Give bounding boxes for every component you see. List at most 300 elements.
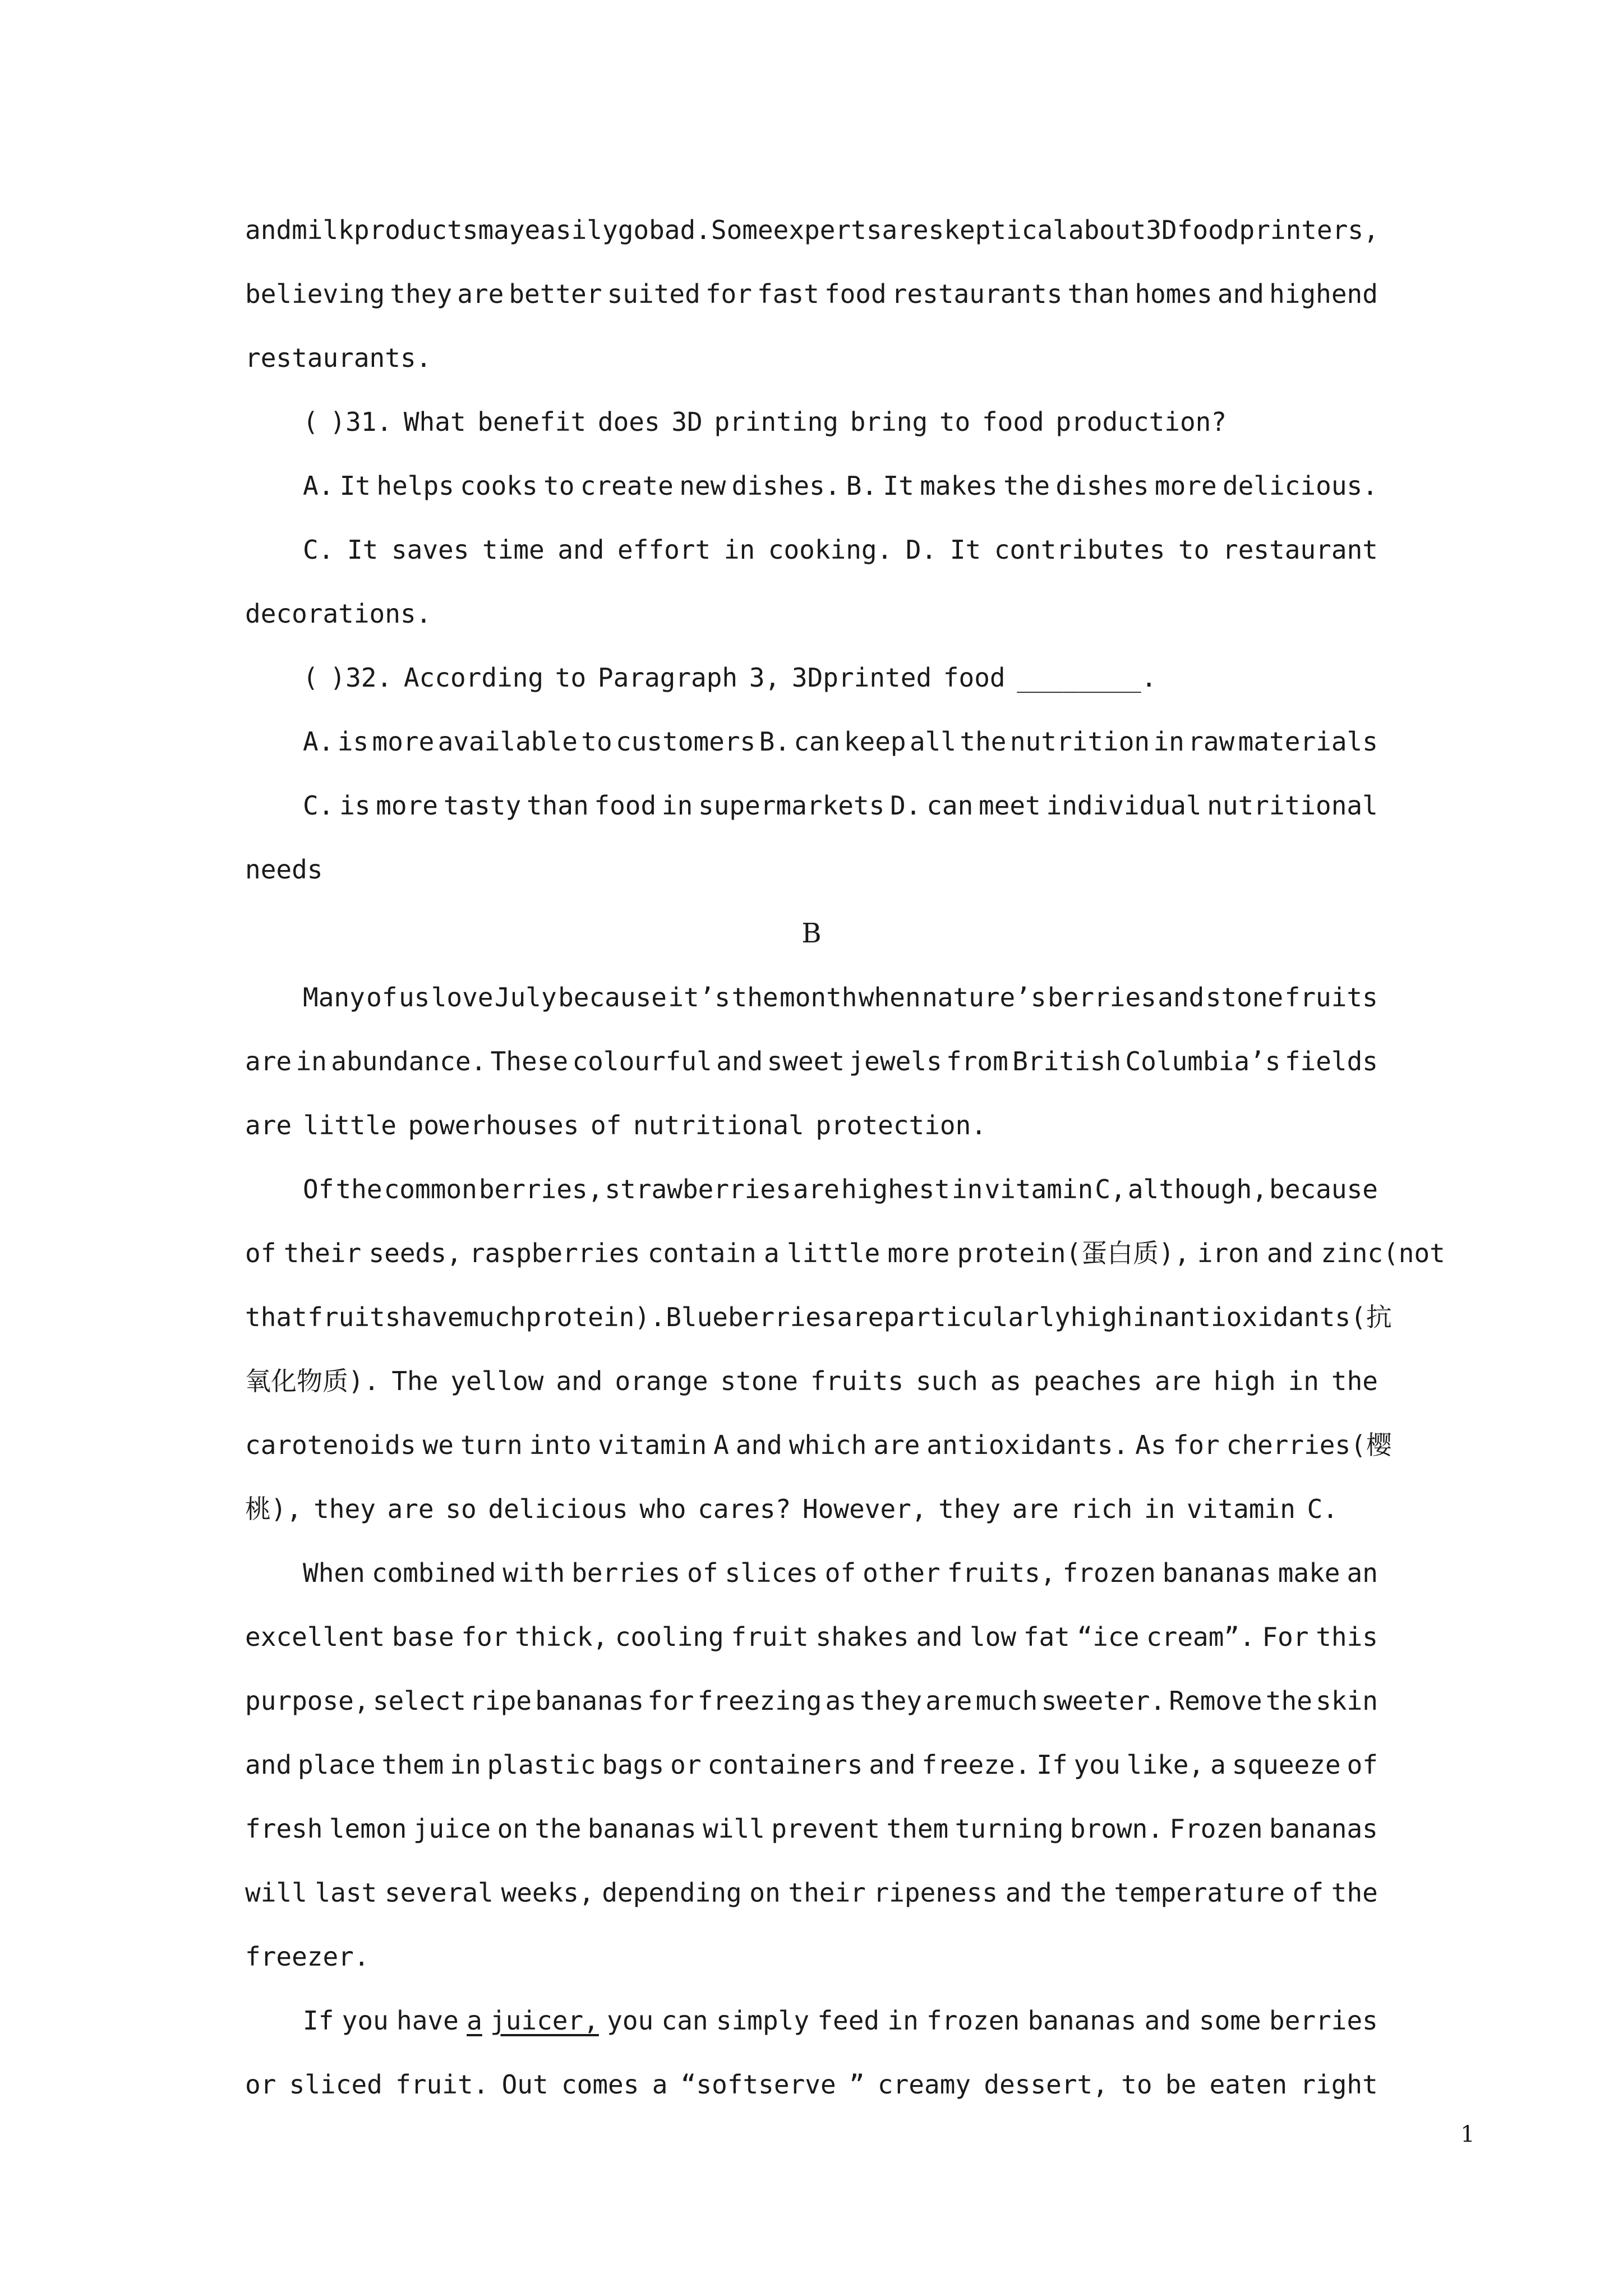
word: If: [1036, 1750, 1068, 1780]
word: seeds,: [368, 1238, 462, 1268]
word: to: [1121, 2069, 1152, 2100]
question-32: [303, 661, 1378, 694]
word: a: [764, 1238, 780, 1268]
word: several: [384, 1878, 494, 1908]
word: vitamin: [598, 1430, 707, 1460]
word: when: [858, 982, 921, 1013]
word: than: [1067, 279, 1130, 309]
word: about: [1068, 215, 1146, 245]
word: the: [731, 982, 778, 1013]
word: new: [679, 471, 726, 501]
word: peaches: [1034, 1366, 1142, 1396]
word: or: [245, 2069, 276, 2100]
word: supermarkets: [698, 790, 885, 821]
word: is: [337, 726, 369, 757]
word: easily: [524, 215, 618, 245]
word: and: [245, 215, 292, 245]
word: Frozen: [1169, 1814, 1263, 1844]
text-line: [245, 1748, 1378, 1782]
word: time: [482, 535, 545, 565]
word: like,: [1126, 1750, 1205, 1780]
word: cooling: [615, 1622, 724, 1652]
word: and: [916, 1622, 963, 1652]
word: protein).: [525, 1302, 666, 1332]
word: in: [296, 1046, 327, 1076]
word: can: [794, 726, 841, 757]
word: in: [887, 2005, 919, 2036]
word: berries,: [478, 1174, 603, 1204]
word: all: [909, 726, 957, 757]
word: needs: [245, 854, 323, 885]
word: in: [951, 1174, 983, 1204]
word: sweeter.: [1041, 1686, 1166, 1716]
word: little: [787, 1238, 880, 1268]
word: If: [303, 2005, 334, 2036]
word: in: [723, 535, 755, 565]
word: common: [384, 1174, 477, 1204]
text-line: [245, 1876, 1378, 1910]
word: food: [824, 279, 887, 309]
word: yellow: [450, 1366, 544, 1396]
word: have: [396, 2005, 459, 2036]
word: Remove: [1169, 1686, 1262, 1716]
word: so: [445, 1494, 477, 1524]
word: It: [347, 535, 379, 565]
word: are: [882, 215, 929, 245]
word: dishes.: [731, 471, 841, 501]
word: products: [353, 215, 478, 245]
word: comes: [561, 2069, 639, 2100]
word: will: [703, 1814, 765, 1844]
word: on: [749, 1878, 781, 1908]
text-line: [245, 1300, 1392, 1334]
word: cares?: [698, 1494, 791, 1524]
word: (: [303, 662, 319, 693]
word: vitamin: [984, 1174, 1094, 1204]
word: to: [555, 662, 587, 693]
word: A.: [303, 726, 334, 757]
word: purpose,: [245, 1686, 370, 1716]
word: bananas: [1269, 1814, 1378, 1844]
text-line: [245, 1236, 1445, 1270]
word: saves: [391, 535, 469, 565]
text-line: [245, 1684, 1378, 1718]
word: jewels: [849, 1046, 942, 1076]
word: bananas: [1162, 1558, 1271, 1588]
word: fruits: [307, 1302, 401, 1332]
word: slices: [725, 1558, 818, 1588]
word: because: [558, 982, 667, 1013]
word: However,: [802, 1494, 927, 1524]
word: with: [502, 1558, 565, 1588]
text-line: [245, 1812, 1378, 1846]
word: makes: [920, 471, 998, 501]
word: will: [245, 1878, 307, 1908]
word: fresh: [245, 1814, 323, 1844]
word: It: [883, 471, 914, 501]
word: cooks: [460, 471, 538, 501]
word: sweet: [767, 1046, 845, 1076]
word: lemon: [329, 1814, 407, 1844]
word: are: [387, 1494, 434, 1524]
word: other: [863, 1558, 940, 1588]
word: vitamin: [1187, 1494, 1295, 1524]
word: 3D: [671, 407, 703, 437]
word: restaurants.: [245, 343, 432, 373]
word: and: [735, 1430, 782, 1460]
word: can: [926, 790, 974, 821]
word: such: [916, 1366, 978, 1396]
word: restaurants: [891, 279, 1063, 309]
word: be: [1165, 2069, 1197, 2100]
word: bad.: [649, 215, 711, 245]
word: British: [1012, 1046, 1122, 1076]
word: prevent: [771, 1814, 880, 1844]
word: can: [661, 2005, 708, 2036]
word: the: [1059, 1878, 1106, 1908]
word: base: [391, 1622, 454, 1652]
word: to: [581, 726, 612, 757]
word: us: [398, 982, 430, 1013]
word: colourful: [572, 1046, 712, 1076]
word: fruit.: [395, 2069, 489, 2100]
word: are: [792, 1174, 840, 1204]
word: you: [607, 2005, 654, 2036]
word: When: [303, 1558, 365, 1588]
word: fruits: [810, 1366, 904, 1396]
word: they: [313, 1494, 376, 1524]
word: who: [639, 1494, 686, 1524]
word: are: [457, 279, 504, 309]
word: as: [990, 1366, 1022, 1396]
word: raw: [1188, 726, 1235, 757]
word: to: [939, 407, 971, 437]
text-line: [245, 597, 1378, 631]
word: and: [1158, 982, 1205, 1013]
word: experts: [773, 215, 882, 245]
word: depending: [602, 1878, 742, 1908]
word: July: [494, 982, 557, 1013]
word: raspberries: [469, 1238, 640, 1268]
word: (: [303, 407, 319, 437]
word: According: [403, 662, 544, 693]
word: 3Dprinted: [791, 662, 932, 693]
word: ripeness: [873, 1878, 998, 1908]
word: may: [478, 215, 525, 245]
word: as: [825, 1686, 856, 1716]
word: stone: [720, 1366, 799, 1396]
word: Some: [711, 215, 773, 245]
word: A.: [303, 471, 334, 501]
word: restaurant: [1223, 535, 1378, 565]
word: are: [245, 1046, 292, 1076]
word: zinc(not: [1321, 1238, 1445, 1268]
word: antioxidants(抗: [1164, 1302, 1392, 1332]
word: fruits,: [947, 1558, 1056, 1588]
word: protection.: [815, 1110, 987, 1140]
word: feed: [817, 2005, 880, 2036]
text-line: [245, 1492, 1378, 1526]
word: creamy: [877, 2069, 971, 2100]
word: milk: [292, 215, 354, 245]
word: of: [824, 1558, 856, 1588]
word: on: [497, 1814, 528, 1844]
word: production?: [1055, 407, 1227, 437]
word: the: [1003, 471, 1050, 501]
word: antioxidants.: [926, 1430, 1129, 1460]
word: C,: [1095, 1174, 1126, 1204]
word: turning: [955, 1814, 1064, 1844]
word: more: [887, 1238, 950, 1268]
word: skin: [1316, 1686, 1378, 1716]
word: customers: [616, 726, 756, 757]
word: Out: [501, 2069, 548, 2100]
word: that: [245, 1302, 307, 1332]
section-heading: B: [801, 918, 822, 949]
word: C.: [1307, 1494, 1338, 1524]
word: berries: [1048, 982, 1156, 1013]
word: keep: [843, 726, 906, 757]
word: the: [1265, 1686, 1312, 1716]
word: it’s: [668, 982, 731, 1013]
word: Paragraph: [597, 662, 738, 693]
word: their: [788, 1878, 866, 1908]
word: The: [391, 1366, 439, 1396]
word: are: [1154, 1366, 1201, 1396]
word: eaten: [1209, 2069, 1288, 2100]
word: 桃),: [245, 1494, 302, 1524]
text-line: [245, 1428, 1392, 1462]
text-line: [245, 1940, 1378, 1973]
word: weeks,: [501, 1878, 594, 1908]
word: for: [1173, 1430, 1220, 1460]
text-line: [303, 2004, 1378, 2037]
text-line: [245, 1364, 1378, 1398]
word: or: [670, 1750, 702, 1780]
word: highend: [1269, 279, 1378, 309]
word: cream”.: [1146, 1622, 1255, 1652]
word: go: [617, 215, 649, 245]
word: particularly: [883, 1302, 1071, 1332]
word: for: [647, 1686, 694, 1716]
word: in: [1132, 1302, 1164, 1332]
word: orange: [615, 1366, 708, 1396]
word: the: [335, 1174, 382, 1204]
word: they: [390, 279, 453, 309]
word: their: [283, 1238, 362, 1268]
question-32-options-ab: [303, 725, 1378, 758]
word: and: [1144, 2005, 1191, 2036]
word: ripe: [469, 1686, 532, 1716]
word: some: [1198, 2005, 1261, 2036]
word: contain: [647, 1238, 757, 1268]
word: have: [400, 1302, 463, 1332]
word: fruits: [1284, 982, 1378, 1013]
word: this: [1316, 1622, 1378, 1652]
word: frozen: [1062, 1558, 1156, 1588]
word: than: [526, 790, 589, 821]
word: freezing: [697, 1686, 822, 1716]
word: and: [556, 1366, 603, 1396]
word: of: [366, 982, 398, 1013]
word: For: [1262, 1622, 1309, 1652]
word: and: [1005, 1878, 1052, 1908]
word: available: [437, 726, 578, 757]
word: berries: [1269, 2005, 1378, 2036]
word: in: [661, 790, 693, 821]
word: they: [938, 1494, 1001, 1524]
word: simply: [716, 2005, 810, 2036]
word: tasty: [443, 790, 522, 821]
word: in: [450, 1750, 481, 1780]
word: benefit: [477, 407, 587, 437]
word: helps: [376, 471, 454, 501]
word: fruit: [731, 1622, 809, 1652]
word: As: [1135, 1430, 1166, 1460]
word: an: [1347, 1558, 1378, 1588]
word: them: [381, 1750, 444, 1780]
question-31-options-cd: [303, 533, 1378, 567]
word: a: [1210, 1750, 1226, 1780]
word: more: [376, 790, 438, 821]
word: of: [245, 1238, 276, 1268]
word: )32.: [330, 662, 393, 693]
word: little: [303, 1110, 396, 1140]
word: rich: [1070, 1494, 1133, 1524]
word: create: [580, 471, 674, 501]
word: nature’s: [922, 982, 1046, 1013]
word: effort: [617, 535, 711, 565]
word: 氧化物质).: [245, 1366, 380, 1396]
text-line: [303, 1172, 1378, 1206]
word: bananas: [587, 1814, 697, 1844]
word: dishes: [1055, 471, 1149, 501]
word: in: [1153, 726, 1184, 757]
word: squeeze: [1232, 1750, 1341, 1780]
word: C.: [303, 790, 334, 821]
word: we: [422, 1430, 454, 1460]
word: bags: [602, 1750, 665, 1780]
word: high: [1213, 1366, 1276, 1396]
text-line: [245, 341, 1378, 375]
word: nutrition: [1009, 726, 1150, 757]
word: berries: [571, 1558, 681, 1588]
word: freezer.: [245, 1941, 370, 1972]
word: of: [590, 1110, 622, 1140]
word: you: [1073, 1750, 1121, 1780]
word: much: [975, 1686, 1038, 1716]
word: for: [461, 1622, 508, 1652]
word: love: [431, 982, 494, 1013]
word: freeze.: [921, 1750, 1031, 1780]
text-line: [245, 1045, 1378, 1078]
word: fields: [1284, 1046, 1378, 1076]
page-number: 1: [1460, 2122, 1475, 2147]
word: which: [789, 1430, 867, 1460]
word: is: [339, 790, 371, 821]
text-line: [245, 2068, 1378, 2101]
text-line: [245, 213, 1378, 247]
word: bring: [850, 407, 928, 437]
word: a: [467, 2005, 482, 2036]
word: “ice: [1077, 1622, 1140, 1652]
word: shakes: [815, 1622, 909, 1652]
word: of: [1347, 1750, 1378, 1780]
word: Blueberries: [666, 1302, 837, 1332]
word: powerhouses: [408, 1110, 579, 1140]
text-line: [303, 981, 1378, 1014]
word: )31.: [330, 407, 393, 437]
word: temperature: [1114, 1878, 1285, 1908]
word: to: [1178, 535, 1210, 565]
word: are: [873, 1430, 920, 1460]
word: for: [705, 279, 752, 309]
word: Columbia’s: [1125, 1046, 1281, 1076]
word: you: [342, 2005, 389, 2036]
word: contributes: [994, 535, 1165, 565]
word: D.: [890, 790, 921, 821]
word: although,: [1127, 1174, 1268, 1204]
word: to: [543, 471, 575, 501]
word: nutritional: [633, 1110, 804, 1140]
word: individual: [1046, 790, 1202, 821]
word: B.: [846, 471, 878, 501]
word: highest: [841, 1174, 950, 1204]
word: C.: [303, 535, 334, 565]
word: high: [1070, 1302, 1133, 1332]
word: cherries(樱: [1226, 1430, 1392, 1460]
word: food: [981, 407, 1044, 437]
word: delicious: [488, 1494, 628, 1524]
word: and: [245, 1750, 292, 1780]
word: plastic: [487, 1750, 596, 1780]
word: It: [949, 535, 981, 565]
word: turn: [460, 1430, 523, 1460]
word: the: [1331, 1366, 1378, 1396]
word: excellent: [245, 1622, 385, 1652]
word: printing: [714, 407, 838, 437]
word: materials: [1238, 726, 1378, 757]
word: These: [490, 1046, 569, 1076]
word: nutritional: [1207, 790, 1378, 821]
word: cooking.: [768, 535, 893, 565]
word: from: [946, 1046, 1008, 1076]
word: stone: [1205, 982, 1284, 1013]
word: carotenoids: [245, 1430, 416, 1460]
word: frozen: [926, 2005, 1020, 2036]
word: select: [372, 1686, 466, 1716]
word: thick,: [515, 1622, 608, 1652]
word: believing: [245, 279, 385, 309]
word: containers: [707, 1750, 863, 1780]
word: meet: [979, 790, 1041, 821]
word: and: [1266, 1238, 1314, 1268]
word: and: [557, 535, 605, 565]
word: low: [970, 1622, 1017, 1652]
word: and: [1217, 279, 1264, 309]
word: the: [534, 1814, 582, 1844]
word: ”: [849, 2069, 865, 2100]
word: and: [869, 1750, 916, 1780]
word: bananas: [1027, 2005, 1137, 2036]
word: of: [1292, 1878, 1324, 1908]
word: decorations.: [245, 599, 432, 629]
word: suited: [607, 279, 700, 309]
word: “softserve: [680, 2069, 836, 2100]
text-line: [245, 1620, 1378, 1654]
word: fast: [757, 279, 819, 309]
word: them: [886, 1814, 949, 1844]
